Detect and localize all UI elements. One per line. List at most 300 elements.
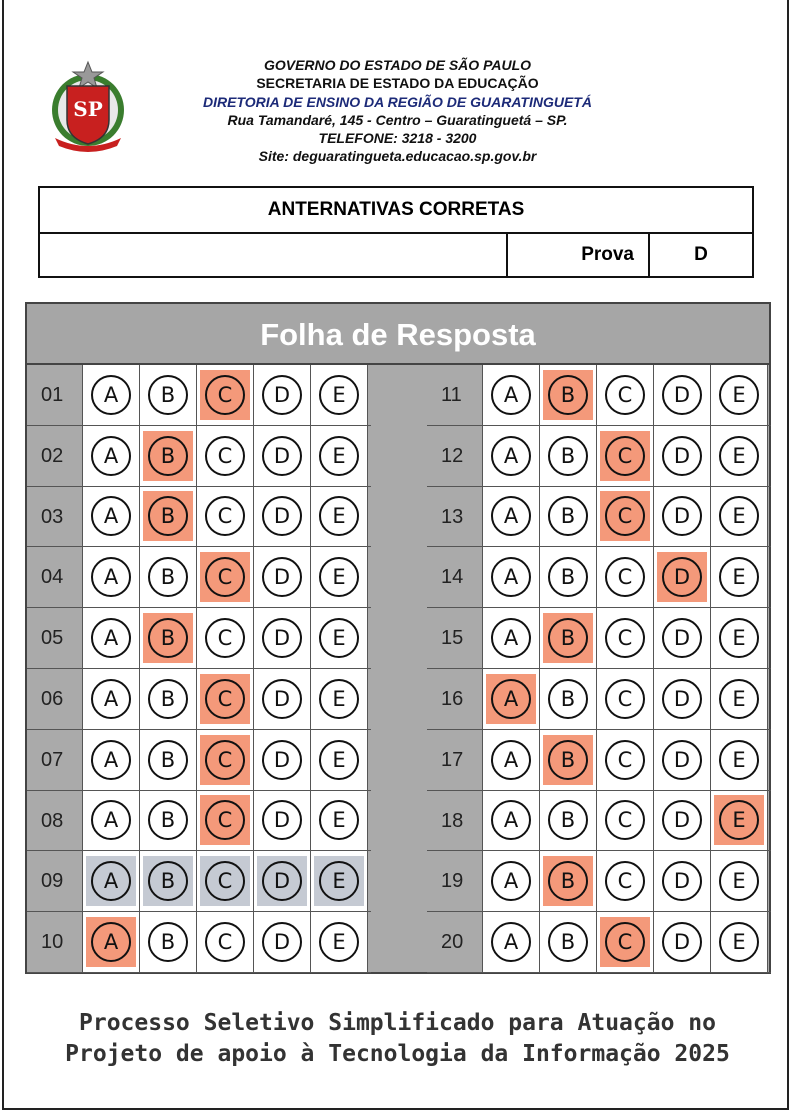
answer-bubble: A: [91, 618, 131, 658]
bubble-background: [657, 674, 707, 724]
answer-option-b: [140, 426, 197, 486]
bubble-background: [314, 674, 364, 724]
answer-bubble: A: [491, 375, 531, 415]
bubble-background: [543, 613, 593, 663]
answer-option-c: [197, 487, 254, 547]
answer-option-a: [83, 426, 140, 486]
bubble-background: [314, 917, 364, 967]
answer-option-e: [311, 547, 368, 607]
answer-bubble: A: [491, 679, 531, 719]
bubble-background: [486, 431, 536, 481]
answer-option-a: [83, 912, 140, 972]
question-row: [27, 487, 371, 548]
bubble-background: [257, 491, 307, 541]
answer-bubble: C: [205, 740, 245, 780]
answer-bubble: E: [319, 679, 359, 719]
answer-bubble: B: [148, 618, 188, 658]
bubble-background: [257, 613, 307, 663]
bubble-background: [600, 552, 650, 602]
answer-option-a: [483, 851, 540, 911]
answer-option-d: [654, 608, 711, 668]
answer-bubble: E: [319, 557, 359, 597]
question-row: [427, 669, 771, 730]
answer-bubble: E: [319, 800, 359, 840]
answer-option-c: [197, 912, 254, 972]
bubble-background: [86, 491, 136, 541]
answer-option-d: [654, 487, 711, 547]
answer-option-b: [140, 547, 197, 607]
question-row: [427, 912, 771, 973]
answer-option-e: [711, 669, 768, 729]
question-number: 17: [427, 730, 483, 790]
answer-bubble: A: [91, 861, 131, 901]
answer-bubble: A: [491, 922, 531, 962]
answer-bubble: B: [548, 436, 588, 476]
bubble-background: [486, 856, 536, 906]
answer-option-d: [254, 487, 311, 547]
answer-bubble: D: [262, 800, 302, 840]
answer-option-a: [83, 608, 140, 668]
question-number: 16: [427, 669, 483, 729]
bubble-background: [200, 735, 250, 785]
answer-bubble: B: [148, 436, 188, 476]
answer-bubble: E: [719, 375, 759, 415]
bubble-background: [486, 370, 536, 420]
question-number: 01: [27, 365, 83, 425]
institution-header: [150, 56, 645, 166]
answer-option-a: [83, 851, 140, 911]
bubble-background: [600, 613, 650, 663]
bubble-background: [657, 491, 707, 541]
answer-option-b: [140, 669, 197, 729]
answer-bubble: D: [662, 375, 702, 415]
bubble-background: [200, 431, 250, 481]
answer-option-b: [540, 851, 597, 911]
answer-bubble: B: [548, 375, 588, 415]
footer-line-2: Projeto de apoio à Tecnologia da Informação 2025: [65, 1041, 730, 1067]
bubble-background: [257, 795, 307, 845]
bubble-background: [86, 735, 136, 785]
answer-bubble: B: [548, 679, 588, 719]
question-row: [427, 791, 771, 852]
bubble-background: [657, 735, 707, 785]
answer-bubble: D: [662, 496, 702, 536]
bubble-background: [714, 613, 764, 663]
answer-option-c: [197, 365, 254, 425]
question-number: 04: [27, 547, 83, 607]
question-number: 15: [427, 608, 483, 668]
bubble-background: [714, 674, 764, 724]
answer-option-b: [140, 487, 197, 547]
answer-option-e: [311, 487, 368, 547]
answer-option-d: [654, 547, 711, 607]
answer-option-d: [654, 426, 711, 486]
answer-bubble: B: [548, 800, 588, 840]
bubble-background: [543, 674, 593, 724]
answer-bubble: E: [319, 496, 359, 536]
answer-option-c: [597, 365, 654, 425]
bubble-background: [257, 674, 307, 724]
answer-bubble: A: [491, 618, 531, 658]
bubble-background: [314, 735, 364, 785]
bubble-background: [543, 735, 593, 785]
answer-option-a: [483, 791, 540, 851]
prova-value: D: [694, 244, 708, 265]
bubble-background: [714, 370, 764, 420]
answer-bubble: C: [205, 496, 245, 536]
bubble-background: [257, 735, 307, 785]
answer-bubble: B: [148, 557, 188, 597]
answer-option-b: [540, 608, 597, 668]
answer-option-d: [254, 669, 311, 729]
question-row: [27, 912, 371, 973]
bubble-background: [143, 917, 193, 967]
answer-option-c: [597, 426, 654, 486]
answer-option-d: [654, 365, 711, 425]
bubble-background: [314, 552, 364, 602]
answer-option-c: [197, 426, 254, 486]
answer-bubble: E: [319, 740, 359, 780]
answer-option-b: [140, 912, 197, 972]
bubble-background: [86, 856, 136, 906]
bubble-background: [543, 795, 593, 845]
answer-bubble: B: [148, 800, 188, 840]
question-row: [427, 851, 771, 912]
prova-label: Prova: [508, 234, 650, 276]
answer-option-e: [711, 547, 768, 607]
bubble-background: [86, 431, 136, 481]
answer-option-b: [540, 547, 597, 607]
answer-bubble: E: [719, 436, 759, 476]
bubble-background: [600, 856, 650, 906]
bubble-background: [486, 917, 536, 967]
answer-option-c: [197, 608, 254, 668]
answer-option-b: [540, 365, 597, 425]
answer-bubble: A: [91, 375, 131, 415]
answer-option-e: [311, 426, 368, 486]
bubble-background: [543, 856, 593, 906]
answer-bubble: C: [605, 375, 645, 415]
bubble-background: [200, 613, 250, 663]
bubble-background: [257, 370, 307, 420]
question-number: 11: [427, 365, 483, 425]
answer-option-a: [483, 426, 540, 486]
bubble-background: [200, 552, 250, 602]
bubble-background: [714, 491, 764, 541]
header-secretariat: SECRETARIA DE ESTADO DA EDUCAÇÃO: [256, 75, 539, 92]
bubble-background: [714, 917, 764, 967]
answer-bubble: E: [719, 861, 759, 901]
bubble-background: [200, 856, 250, 906]
answer-option-b: [540, 487, 597, 547]
bubble-background: [600, 491, 650, 541]
bubble-background: [543, 917, 593, 967]
bubble-background: [543, 552, 593, 602]
header-directorate: DIRETORIA DE ENSINO DA REGIÃO DE GUARATINGUETÁ: [203, 93, 592, 110]
answer-bubble: D: [262, 496, 302, 536]
bubble-background: [600, 674, 650, 724]
answer-bubble: E: [319, 861, 359, 901]
bubble-background: [600, 431, 650, 481]
answer-bubble: C: [205, 557, 245, 597]
answer-bubble: B: [148, 740, 188, 780]
answer-bubble: A: [491, 861, 531, 901]
bubble-background: [314, 613, 364, 663]
answer-bubble: E: [719, 679, 759, 719]
answer-option-a: [83, 547, 140, 607]
answer-bubble: D: [662, 679, 702, 719]
answer-option-c: [197, 730, 254, 790]
answer-option-a: [483, 487, 540, 547]
answer-bubble: A: [491, 436, 531, 476]
answer-option-c: [597, 547, 654, 607]
answer-bubble: C: [205, 679, 245, 719]
answer-option-a: [483, 730, 540, 790]
answer-option-c: [597, 487, 654, 547]
answer-bubble: A: [491, 740, 531, 780]
bubble-background: [486, 674, 536, 724]
answer-option-c: [197, 791, 254, 851]
bubble-background: [86, 795, 136, 845]
bubble-background: [257, 917, 307, 967]
answer-bubble: A: [91, 557, 131, 597]
bubble-background: [143, 491, 193, 541]
question-number: 14: [427, 547, 483, 607]
answer-sheet: [25, 302, 771, 974]
question-number: 10: [27, 912, 83, 972]
answer-option-e: [311, 912, 368, 972]
answer-bubble: B: [148, 679, 188, 719]
answer-bubble: D: [262, 740, 302, 780]
answer-option-b: [140, 791, 197, 851]
answer-bubble: C: [605, 496, 645, 536]
bubble-background: [200, 491, 250, 541]
bubble-background: [657, 795, 707, 845]
answer-bubble: B: [548, 557, 588, 597]
answer-bubble: D: [662, 800, 702, 840]
answer-bubble: E: [719, 740, 759, 780]
bubble-background: [657, 431, 707, 481]
answer-bubble: A: [491, 800, 531, 840]
bubble-background: [486, 613, 536, 663]
bubble-background: [486, 552, 536, 602]
bubble-background: [200, 370, 250, 420]
answer-bubble: D: [262, 375, 302, 415]
answer-option-a: [483, 547, 540, 607]
bubble-background: [543, 491, 593, 541]
bubble-background: [314, 431, 364, 481]
question-row: [427, 608, 771, 669]
answer-option-d: [654, 669, 711, 729]
answer-bubble: E: [719, 618, 759, 658]
answer-option-c: [597, 608, 654, 668]
question-row: [27, 851, 371, 912]
answer-bubble: D: [262, 618, 302, 658]
answer-option-e: [711, 426, 768, 486]
answer-bubble: E: [719, 800, 759, 840]
footer-caption: [20, 1008, 775, 1070]
answer-option-a: [483, 912, 540, 972]
answer-option-a: [483, 669, 540, 729]
bubble-background: [486, 491, 536, 541]
answer-option-d: [254, 791, 311, 851]
answer-option-e: [311, 730, 368, 790]
answer-option-c: [597, 851, 654, 911]
bubble-background: [200, 674, 250, 724]
bubble-background: [86, 674, 136, 724]
bubble-background: [314, 795, 364, 845]
answer-column-left: [27, 365, 371, 973]
header-site: Site: deguaratingueta.educacao.sp.gov.br: [258, 148, 537, 165]
answer-option-d: [654, 912, 711, 972]
bubble-background: [200, 795, 250, 845]
answer-option-e: [711, 912, 768, 972]
answer-bubble: A: [91, 740, 131, 780]
answer-option-d: [654, 791, 711, 851]
answer-option-e: [711, 365, 768, 425]
answer-bubble: D: [662, 618, 702, 658]
question-number: 02: [27, 426, 83, 486]
question-number: 03: [27, 487, 83, 547]
question-row: [427, 730, 771, 791]
question-row: [27, 426, 371, 487]
answer-bubble: B: [548, 922, 588, 962]
question-row: [27, 791, 371, 852]
answer-option-a: [83, 365, 140, 425]
answer-option-e: [711, 487, 768, 547]
answer-bubble: D: [262, 436, 302, 476]
answer-bubble: B: [548, 618, 588, 658]
answer-option-d: [254, 730, 311, 790]
answer-bubble: B: [548, 496, 588, 536]
info-blank-field: [40, 234, 508, 276]
question-number: 07: [27, 730, 83, 790]
answer-option-b: [540, 791, 597, 851]
bubble-background: [86, 370, 136, 420]
bubble-background: [714, 552, 764, 602]
answer-bubble: A: [91, 496, 131, 536]
bubble-background: [600, 917, 650, 967]
answer-sheet-title: Folha de Resposta: [27, 304, 769, 365]
info-title: ANTERNATIVAS CORRETAS: [40, 188, 752, 234]
answer-option-d: [254, 912, 311, 972]
bubble-background: [143, 431, 193, 481]
answer-option-e: [311, 669, 368, 729]
answer-bubble: A: [491, 496, 531, 536]
answer-bubble: B: [548, 861, 588, 901]
answer-option-d: [254, 426, 311, 486]
answer-option-e: [711, 730, 768, 790]
bubble-background: [86, 917, 136, 967]
bubble-background: [714, 856, 764, 906]
question-number: 12: [427, 426, 483, 486]
bubble-background: [486, 735, 536, 785]
answer-bubble: D: [662, 740, 702, 780]
answer-option-d: [254, 365, 311, 425]
header-address: Rua Tamandaré, 145 - Centro – Guaratinguetá – SP.: [227, 111, 568, 128]
answer-bubble: C: [605, 800, 645, 840]
answer-option-e: [711, 608, 768, 668]
question-number: 18: [427, 791, 483, 851]
answer-option-d: [254, 547, 311, 607]
bubble-background: [657, 856, 707, 906]
answer-option-b: [140, 608, 197, 668]
answer-column-right: [427, 365, 771, 973]
answer-option-c: [197, 851, 254, 911]
bubble-background: [143, 613, 193, 663]
answer-option-d: [254, 608, 311, 668]
answer-option-c: [597, 912, 654, 972]
answer-bubble: E: [719, 557, 759, 597]
answer-option-e: [311, 365, 368, 425]
bubble-background: [200, 917, 250, 967]
bubble-background: [714, 431, 764, 481]
answer-option-b: [540, 426, 597, 486]
bubble-background: [314, 856, 364, 906]
question-row: [27, 365, 371, 426]
question-row: [27, 669, 371, 730]
header-government: GOVERNO DO ESTADO DE SÃO PAULO: [263, 57, 532, 73]
answer-bubble: E: [719, 922, 759, 962]
bubble-background: [657, 613, 707, 663]
answer-option-c: [597, 791, 654, 851]
bubble-background: [143, 735, 193, 785]
answer-bubble: C: [205, 436, 245, 476]
answer-option-e: [711, 791, 768, 851]
bubble-background: [314, 491, 364, 541]
answer-bubble: C: [205, 800, 245, 840]
answer-bubble: E: [719, 496, 759, 536]
answer-bubble: A: [91, 800, 131, 840]
answer-bubble: C: [605, 557, 645, 597]
answer-option-b: [540, 912, 597, 972]
bubble-background: [543, 370, 593, 420]
answer-bubble: B: [148, 496, 188, 536]
bubble-background: [314, 370, 364, 420]
info-row: [40, 234, 752, 276]
question-number: 19: [427, 851, 483, 911]
answer-option-b: [140, 365, 197, 425]
answer-bubble: C: [605, 436, 645, 476]
answer-option-a: [83, 669, 140, 729]
answer-bubble: C: [205, 922, 245, 962]
answer-bubble: C: [605, 740, 645, 780]
info-box: [38, 186, 754, 278]
answer-bubble: B: [148, 922, 188, 962]
answer-bubble: D: [662, 861, 702, 901]
answer-option-c: [597, 669, 654, 729]
question-row: [427, 426, 771, 487]
bubble-background: [143, 856, 193, 906]
bubble-background: [143, 674, 193, 724]
question-row: [427, 487, 771, 548]
answer-option-b: [540, 730, 597, 790]
question-number: 20: [427, 912, 483, 972]
answer-option-e: [311, 791, 368, 851]
answer-option-d: [254, 851, 311, 911]
bubble-background: [600, 735, 650, 785]
answer-bubble: A: [91, 436, 131, 476]
bubble-background: [143, 370, 193, 420]
answer-option-d: [654, 730, 711, 790]
bubble-background: [714, 735, 764, 785]
answer-option-b: [140, 851, 197, 911]
answer-option-b: [140, 730, 197, 790]
bubble-background: [86, 552, 136, 602]
question-row: [427, 547, 771, 608]
answer-option-a: [483, 608, 540, 668]
answer-option-b: [540, 669, 597, 729]
